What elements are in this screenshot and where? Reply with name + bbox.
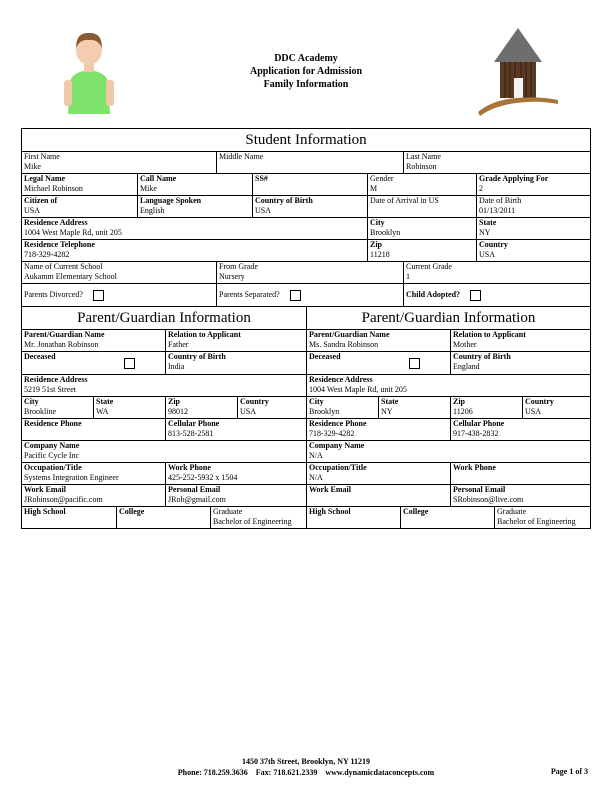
p1-personal-email-value: JRob@gmail.com	[168, 495, 226, 504]
zip-value: 11218	[370, 250, 390, 259]
p1-occupation-value: Systems Integration Engineer	[24, 473, 119, 482]
separated-checkbox[interactable]	[290, 290, 301, 301]
p1-personal-email-field[interactable]	[166, 485, 307, 506]
student-section-header	[22, 129, 590, 152]
p1-address-value: 5219 51st Street	[24, 385, 76, 394]
p1-cell-phone-label: Cellular Phone	[168, 419, 220, 428]
p2-high-school-label: High School	[309, 507, 351, 516]
state-field[interactable]	[477, 218, 590, 239]
p1-address-field[interactable]	[22, 375, 307, 396]
p2-address-value: 1004 West Maple Rd, unit 205	[309, 385, 407, 394]
p2-deceased-field	[307, 352, 451, 374]
p1-zip-value: 98012	[168, 407, 188, 416]
application-form	[21, 128, 591, 529]
school-value: Aukamm Elementary School	[24, 272, 117, 281]
p1-res-phone-field[interactable]	[22, 419, 166, 440]
phone-label: Residence Telephone	[24, 240, 95, 249]
p1-country-birth-value: India	[168, 362, 185, 371]
p2-cell-phone-value: 917-438-2832	[453, 429, 499, 438]
city-value: Brooklyn	[370, 228, 401, 237]
address-label: Residence Address	[24, 218, 88, 227]
p2-address-field[interactable]	[307, 375, 590, 396]
p1-country-value: USA	[240, 407, 257, 416]
parent1-section-title: Parent/Guardian Information	[22, 307, 307, 329]
footer-address: 1450 37th Street, Brooklyn, NY 11219	[241, 757, 371, 766]
divorced-checkbox[interactable]	[93, 290, 104, 301]
p2-graduate-value: Bachelor of Engineering	[497, 517, 576, 526]
p2-res-phone-field[interactable]	[307, 419, 451, 440]
p2-country-birth-label: Country of Birth	[453, 352, 511, 361]
p2-country-value: USA	[525, 407, 542, 416]
p1-college-field[interactable]	[117, 507, 211, 528]
language-label: Language Spoken	[140, 196, 202, 205]
call-name-label: Call Name	[140, 174, 177, 183]
address-value: 1004 West Maple Rd, unit 205	[24, 228, 122, 237]
p2-deceased-checkbox[interactable]	[409, 358, 420, 369]
middle-name-label: Middle Name	[219, 152, 264, 161]
phone-value: 718-329-4282	[24, 250, 70, 259]
p1-relation-field[interactable]	[166, 330, 307, 351]
p2-occupation-field[interactable]	[307, 463, 451, 484]
p1-work-phone-value: 425-252-5932 x 1504	[168, 473, 238, 482]
p1-address-label: Residence Address	[24, 375, 88, 384]
p2-college-field[interactable]	[401, 507, 495, 528]
gender-label: Gender	[370, 174, 394, 183]
p1-name-value: Mr. Jonathan Robinson	[24, 340, 99, 349]
last-name-label: Last Name	[406, 152, 441, 161]
p2-country-label: Country	[525, 397, 554, 406]
p2-personal-email-label: Personal Email	[453, 485, 506, 494]
dob-value: 01/13/2011	[479, 206, 516, 215]
p2-graduate-label: Graduate	[497, 507, 527, 516]
divorced-label: Parents Divorced?	[24, 290, 83, 299]
p2-college-label: College	[403, 507, 429, 516]
grade-value: 2	[479, 184, 483, 193]
address-field[interactable]	[22, 218, 368, 239]
document-header	[180, 52, 432, 91]
current-grade-label: Current Grade	[406, 262, 452, 271]
p2-high-school-field[interactable]	[307, 507, 401, 528]
p1-zip-field[interactable]	[166, 397, 238, 418]
p2-city-field[interactable]	[307, 397, 379, 418]
state-label: State	[479, 218, 497, 227]
p2-zip-value: 11206	[453, 407, 473, 416]
p1-country-birth-field[interactable]	[166, 352, 307, 374]
org-name: DDC Academy	[274, 53, 338, 64]
ssn-label: SS#	[255, 174, 268, 183]
last-name-value: Robinson	[406, 162, 437, 171]
p1-occupation-field[interactable]	[22, 463, 166, 484]
country-birth-field[interactable]	[253, 196, 368, 217]
p2-work-phone-field[interactable]	[451, 463, 590, 484]
p2-relation-label: Relation to Applicant	[453, 330, 526, 339]
adopted-field	[404, 284, 590, 306]
p2-name-value: Ms. Sandra Robinson	[309, 340, 379, 349]
student-photo	[58, 26, 120, 116]
call-name-field[interactable]	[138, 174, 253, 195]
p2-company-field[interactable]	[307, 441, 590, 462]
p1-state-label: State	[96, 397, 114, 406]
p2-relation-field[interactable]	[451, 330, 590, 351]
country-field[interactable]	[477, 240, 590, 261]
p2-country-birth-value: England	[453, 362, 480, 371]
country-value: USA	[479, 250, 496, 259]
p1-res-phone-label: Residence Phone	[24, 419, 82, 428]
legal-name-field[interactable]	[22, 174, 138, 195]
p1-name-field[interactable]	[22, 330, 166, 351]
p2-country-birth-field[interactable]	[451, 352, 590, 374]
country-label: Country	[479, 240, 508, 249]
p2-address-label: Residence Address	[309, 375, 373, 384]
call-name-value: Mike	[140, 184, 157, 193]
footer	[0, 756, 612, 778]
doc-title: Application for Admission	[249, 66, 363, 77]
p2-res-phone-label: Residence Phone	[309, 419, 367, 428]
p1-work-email-label: Work Email	[24, 485, 67, 494]
city-label: City	[370, 218, 385, 227]
p1-occupation-label: Occupation/Title	[24, 463, 82, 472]
p1-cell-phone-field[interactable]	[166, 419, 307, 440]
p2-graduate-field[interactable]	[495, 507, 590, 528]
school-label: Name of Current School	[24, 262, 103, 271]
p1-cell-phone-value: 813-528-2581	[168, 429, 214, 438]
p1-city-field[interactable]	[22, 397, 94, 418]
p1-work-phone-label: Work Phone	[168, 463, 211, 472]
p2-name-field[interactable]	[307, 330, 451, 351]
citizen-field[interactable]	[22, 196, 138, 217]
p1-high-school-label: High School	[24, 507, 66, 516]
p2-deceased-label: Deceased	[309, 352, 341, 361]
p2-personal-email-field[interactable]	[451, 485, 590, 506]
middle-name-field[interactable]	[217, 152, 404, 173]
p1-graduate-field[interactable]	[211, 507, 307, 528]
p1-company-label: Company Name	[24, 441, 80, 450]
p2-state-label: State	[381, 397, 399, 406]
p2-zip-label: Zip	[453, 397, 466, 406]
page-number: Page 1 of 3	[550, 767, 588, 776]
p1-name-label: Parent/Guardian Name	[24, 330, 105, 339]
country-birth-label: Country of Birth	[255, 196, 313, 205]
first-name-value: Mike	[24, 162, 41, 171]
p2-work-email-field[interactable]	[307, 485, 451, 506]
p1-city-value: Brookline	[24, 407, 56, 416]
p1-deceased-checkbox[interactable]	[124, 358, 135, 369]
language-field[interactable]	[138, 196, 253, 217]
citizen-label: Citizen of	[24, 196, 58, 205]
school-field[interactable]	[22, 262, 217, 283]
p1-college-label: College	[119, 507, 145, 516]
p1-work-email-value: JRobinson@pacific.com	[24, 495, 103, 504]
p1-personal-email-label: Personal Email	[168, 485, 221, 494]
arrival-label: Date of Arrival in US	[370, 196, 439, 205]
current-grade-value: 1	[406, 272, 410, 281]
ssn-field[interactable]	[253, 174, 368, 195]
house-logo	[478, 26, 558, 116]
p1-relation-label: Relation to Applicant	[168, 330, 241, 339]
p2-state-value: NY	[381, 407, 393, 416]
footer-contact: Phone: 718.259.3636 Fax: 718.621.2339 www.dynamicdataconcepts.com	[177, 768, 435, 777]
p1-work-email-field[interactable]	[22, 485, 166, 506]
p2-company-value: N/A	[309, 451, 323, 460]
p2-country-field[interactable]	[523, 397, 590, 418]
gender-value: M	[370, 184, 378, 193]
doc-subtitle: Family Information	[263, 79, 349, 90]
p1-company-value: Pacific Cycle Inc	[24, 451, 80, 460]
country-birth-value: USA	[255, 206, 272, 215]
p1-deceased-field	[22, 352, 166, 374]
gender-field[interactable]	[368, 174, 477, 195]
grade-field[interactable]	[477, 174, 590, 195]
current-grade-field[interactable]	[404, 262, 590, 283]
zip-label: Zip	[370, 240, 383, 249]
p1-graduate-value: Bachelor of Engineering	[213, 517, 292, 526]
first-name-label: First Name	[24, 152, 60, 161]
grade-label: Grade Applying For	[479, 174, 549, 183]
p1-state-field[interactable]	[94, 397, 166, 418]
p2-city-value: Brooklyn	[309, 407, 340, 416]
citizen-value: USA	[24, 206, 41, 215]
p2-name-label: Parent/Guardian Name	[309, 330, 390, 339]
from-grade-value: Nursery	[219, 272, 245, 281]
p2-occupation-label: Occupation/Title	[309, 463, 367, 472]
arrival-field[interactable]	[368, 196, 477, 217]
p2-company-label: Company Name	[309, 441, 365, 450]
p2-cell-phone-field[interactable]	[451, 419, 590, 440]
dob-label: Date of Birth	[479, 196, 522, 205]
p1-country-field[interactable]	[238, 397, 307, 418]
state-value: NY	[479, 228, 491, 237]
parent2-section-title: Parent/Guardian Information	[361, 310, 536, 326]
p2-work-email-label: Work Email	[309, 485, 352, 494]
language-value: English	[140, 206, 165, 215]
p1-high-school-field[interactable]	[22, 507, 117, 528]
student-section-title: Student Information	[245, 132, 367, 148]
last-name-field[interactable]	[404, 152, 590, 173]
adopted-label: Child Adopted?	[406, 290, 461, 299]
p1-zip-label: Zip	[168, 397, 181, 406]
p1-deceased-label: Deceased	[24, 352, 56, 361]
p1-relation-value: Father	[168, 340, 189, 349]
legal-name-label: Legal Name	[24, 174, 66, 183]
p2-personal-email-value: SRobinson@live.com	[453, 495, 524, 504]
p2-state-field[interactable]	[379, 397, 451, 418]
p2-work-phone-label: Work Phone	[453, 463, 496, 472]
p1-country-birth-label: Country of Birth	[168, 352, 226, 361]
separated-field	[217, 284, 404, 306]
divorced-field	[22, 284, 217, 306]
p2-city-label: City	[309, 397, 324, 406]
p1-company-field[interactable]	[22, 441, 307, 462]
legal-name-value: Michael Robinson	[24, 184, 83, 193]
p2-relation-value: Mother	[453, 340, 477, 349]
separated-label: Parents Separated?	[219, 290, 280, 299]
adopted-checkbox[interactable]	[470, 290, 481, 301]
p2-cell-phone-label: Cellular Phone	[453, 419, 505, 428]
p2-res-phone-value: 718-329-4282	[309, 429, 355, 438]
p1-state-value: WA	[96, 407, 109, 416]
p1-graduate-label: Graduate	[213, 507, 243, 516]
p1-work-phone-field[interactable]	[166, 463, 307, 484]
phone-field[interactable]	[22, 240, 368, 261]
dob-field[interactable]	[477, 196, 590, 217]
p1-country-label: Country	[240, 397, 269, 406]
p2-zip-field[interactable]	[451, 397, 523, 418]
first-name-field[interactable]	[22, 152, 217, 173]
from-grade-field[interactable]	[217, 262, 404, 283]
zip-field[interactable]	[368, 240, 477, 261]
city-field[interactable]	[368, 218, 477, 239]
p2-occupation-value: N/A	[309, 473, 323, 482]
from-grade-label: From Grade	[219, 262, 258, 271]
p1-city-label: City	[24, 397, 39, 406]
